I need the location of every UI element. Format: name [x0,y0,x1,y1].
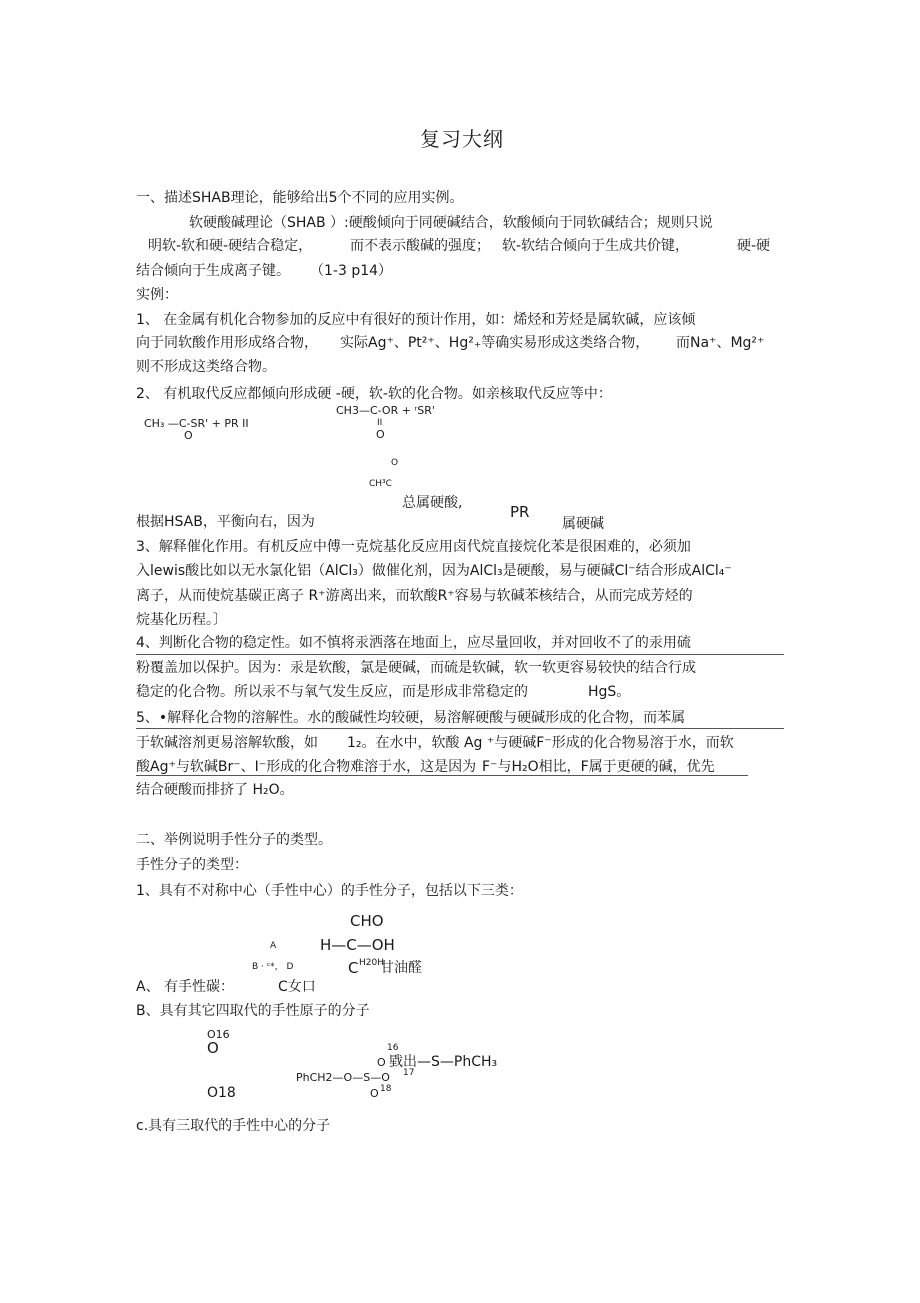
example-1-line-2b: 实际Ag⁺、Pt²⁺、Hg²₊等确实易形成这类络合物， [340,335,650,351]
example-1-line-2a: 向于同软酸作用形成络合物， [136,335,318,351]
hard-acid-label: 总属硬酸, [402,495,463,511]
hard-base-label: 属硬碱 [562,516,604,532]
acyl-o: O [391,458,399,468]
ester-formula: CH3—C-OR + ʳSR' [336,404,435,417]
example-4-line-2: 粉覆盖加以保护。因为：汞是软酸，氯是硬碱，而硫是软碱，软一软更容易较快的结合行成 [136,660,696,676]
example-5-line-1: 5、•解释化合物的溶解性。水的酸碱性均较硬，易溶解硬酸与硬碱形成的化合物，而苯属 [136,710,686,726]
double-bond-mark: II [377,418,383,428]
example-3-line-1: 3、解释催化作用。有机反应中傅一克烷基化反应用卤代烷直接烷化苯是很困难的，必须加 [136,539,691,555]
ch2oh-sub: H20H [359,958,384,968]
example-1-line-1: 1、 在金属有机化合物参加的反应中有很好的预计作用，如：烯烃和芳烃是属软碱，应该倾 [136,312,696,328]
sulfonate-o: O [377,1056,386,1069]
cho-group: CHO [350,912,384,930]
example-2-line-1: 2、 有机取代反应都倾向形成硬 -硬，软-软的化合物。如亲核取代反应等中： [136,386,612,402]
thioester-formula: CH₃ —C-SR' + PR II [144,417,249,430]
examples-label: 实例： [136,287,178,303]
sulfonate-o17: 17 [403,1068,415,1078]
example-1-line-2c: 而Na⁺、Mg²⁺ [676,335,765,351]
type-a-label: A、 有手性碳： [136,979,235,995]
page-title: 复习大纲 [420,127,504,151]
example-1-line-3: 则不形成这类络合物。 [136,359,276,375]
definition-line-2d: 硬-硬 [737,238,771,254]
o18-right-atom: O [370,1087,379,1100]
example-4-line-1: 4、判断化合物的稳定性。如不慎将汞洒落在地面上，应尽量回收，并对回收不了的汞用硫 [136,635,691,651]
example-5-line-2a: 于软碱溶剂更易溶解软酸，如 [136,735,318,751]
example-5-line-3a: 酸Ag⁺与软碱Br⁻、I⁻形成的化合物难溶于水，这是因为 [136,759,477,775]
definition-line-3a: 结合倾向于生成离子键。 [136,263,290,279]
section-1-heading: 一、描述SHAB理论，能够给出5个不同的应用实例。 [136,190,464,206]
section-2-heading: 二、举例说明手性分子的类型。 [136,832,332,848]
hcoh-group: H—C—OH [320,936,395,954]
ester-carbonyl-o: O [376,428,385,441]
type-a-example: C女口 [278,979,316,995]
example-3-line-2: 入lewis酸比如以无水氯化铝（AlCl₃）做催化剂，因为AlCl₃是硬酸，易与硬碱Cl⁻结合形成AlCl₄⁻ [136,563,732,579]
definition-line-1: 软硬酸碱理论（SHAB ）:硬酸倾向于同硬碱结合，软酸倾向于同软碱结合；规则只说 [189,215,713,231]
substituents-bcd: B · ᶜ*， D [252,962,294,972]
ch2oh-c: C [348,959,359,977]
example-5-line-3b: F⁻与H₂O相比，F属于更硬的碱，优先 [482,759,715,775]
definition-line-2b: 而不表示酸碱的强度； [350,238,490,254]
underline-rule [136,775,748,776]
type-c-label: c.具有三取代的手性中心的分子 [136,1118,331,1134]
underline-rule [136,654,784,655]
type-b-label: B、具有其它四取代的手性原子的分子 [136,1003,370,1019]
o18-right-mass: 18 [380,1084,392,1094]
pr-label: PR [510,503,530,521]
substituent-a: A [270,941,277,951]
hsab-reason: 根据HSAB，平衡向右，因为 [136,514,315,530]
sulfonate-chain: PhCH2—O—S—O [296,1071,390,1084]
o16-atom: O [207,1039,219,1057]
example-4-line-3b: HgS。 [588,684,631,700]
o18-left: O18 [207,1085,236,1101]
example-3-line-3: 离子，从而使烷基碳正离子 R⁺游离出来，而软酸R⁺容易与软碱苯核结合，从而完成芳烃的 [136,588,693,604]
sulfonate-tail: 戥出—S—PhCH₃ [389,1054,498,1070]
type-1-description: 1、具有不对称中心（手性中心）的手性分子，包括以下三类： [136,883,523,899]
definition-line-2c: 软-软结合倾向于生成共价键， [502,238,690,254]
example-5-line-4: 结合硬酸而排挤了 H₂O。 [136,782,294,798]
reference: （1-3 p14） [310,263,393,279]
thioester-carbonyl-o: O [184,429,193,442]
example-4-line-3a: 稳定的化合物。所以汞不与氧气发生反应，而是形成非常稳定的 [136,684,528,700]
glyceraldehyde-label: 甘油醛 [380,960,422,976]
underline-rule [136,728,784,729]
definition-line-2a: 明软-软和硬-硬结合稳定， [148,238,313,254]
acyl-ch3c: CH³C [369,479,392,489]
example-5-line-2b: 1₂。在水中，软酸 Ag ⁺与硬碱F⁻形成的化合物易溶于水，而软 [347,735,734,751]
sulfonate-o16: 16 [387,1043,399,1053]
chiral-types-label: 手性分子的类型： [136,857,248,873]
example-3-line-4: 烷基化历程。〕 [136,612,227,628]
o16-label: O16 [207,1028,230,1041]
